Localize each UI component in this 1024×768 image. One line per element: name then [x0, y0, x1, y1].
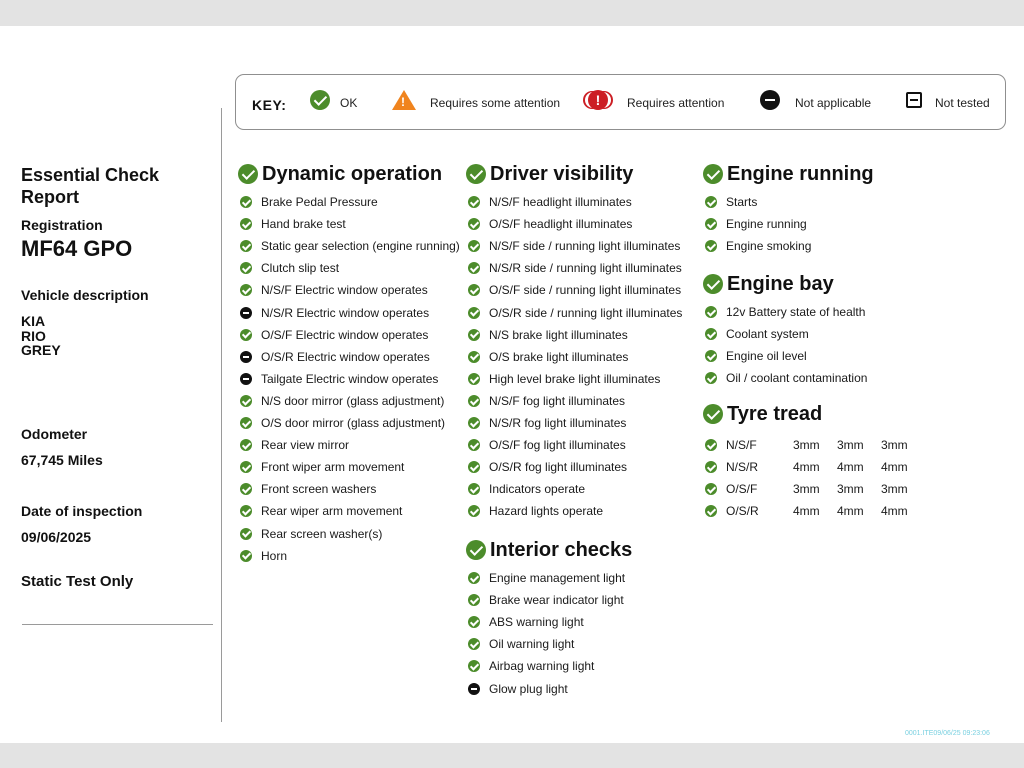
- check-item: [468, 327, 628, 343]
- tyre-row: [705, 437, 925, 453]
- check-item-label: N/S/F side / running light illuminates: [489, 239, 681, 254]
- tyre-tread-depth: 4mm: [881, 460, 908, 475]
- check-circle-icon: [238, 164, 258, 184]
- check-item: [468, 481, 585, 497]
- check-item: [240, 282, 428, 298]
- check-item-label: O/S/R fog light illuminates: [489, 460, 628, 475]
- tyre-tread-depth: 3mm: [793, 438, 820, 452]
- check-circle-icon: [240, 505, 252, 517]
- check-item-label: Coolant system: [726, 327, 809, 342]
- check-item-label: O/S/R Electric window operates: [261, 349, 430, 364]
- check-item: [468, 636, 574, 652]
- tyre-position: O/S/F: [726, 482, 758, 497]
- check-item-label: Front wiper arm movement: [261, 460, 405, 475]
- check-item: [240, 437, 349, 453]
- check-circle-icon: [240, 439, 252, 451]
- check-circle-icon: [703, 164, 723, 184]
- check-circle-icon: [468, 240, 480, 252]
- tyre-row: [705, 481, 925, 497]
- check-circle-icon: [468, 196, 480, 208]
- section-heading: [238, 162, 442, 186]
- check-circle-icon: [705, 483, 717, 495]
- check-circle-icon: [240, 550, 252, 562]
- alert-circle-icon: !: [588, 90, 608, 110]
- check-item-label: Brake Pedal Pressure: [261, 195, 378, 209]
- tyre-position: N/S/F: [726, 438, 757, 452]
- check-circle-icon: [468, 262, 480, 274]
- check-item: [468, 658, 594, 674]
- check-circle-icon: [705, 240, 717, 252]
- check-item: [240, 393, 444, 409]
- check-circle-icon: [705, 461, 717, 473]
- check-item-label: Oil warning light: [489, 637, 575, 652]
- check-circle-icon: [240, 528, 252, 540]
- vehicle-colour: GREY: [21, 342, 61, 358]
- tyre-tread-depth: 3mm: [793, 482, 820, 497]
- check-item: [240, 216, 346, 232]
- check-item-label: N/S/F fog light illuminates: [489, 393, 626, 408]
- check-circle-icon: [468, 594, 480, 606]
- key-item-ok: [310, 75, 357, 131]
- check-item-label: Engine oil level: [726, 349, 807, 364]
- check-item-label: N/S/F Electric window operates: [261, 283, 428, 298]
- check-circle-icon: [705, 328, 717, 340]
- check-circle-icon: [240, 240, 252, 252]
- tyre-tread-depth: 4mm: [837, 460, 864, 475]
- check-item: [705, 194, 757, 210]
- key-item-some-attention: [392, 75, 560, 131]
- check-item: [240, 371, 438, 387]
- registration-value: MF64 GPO: [21, 236, 133, 261]
- minus-circle-icon: [760, 90, 780, 110]
- key-item-label: Requires some attention: [430, 96, 561, 110]
- check-item-label: Airbag warning light: [489, 659, 595, 674]
- check-circle-icon: [466, 540, 486, 560]
- check-item-label: O/S/F fog light illuminates: [489, 438, 626, 453]
- footer-stamp: 0001.ITE09/06/25 09:23:06: [905, 730, 990, 737]
- tyre-row: [705, 459, 925, 475]
- check-circle-icon: [240, 262, 252, 274]
- check-item-label: O/S/F side / running light illuminates: [489, 283, 682, 298]
- check-item-label: 12v Battery state of health: [726, 305, 866, 319]
- check-item-label: Tailgate Electric window operates: [261, 371, 439, 386]
- minus-circle-icon: [468, 683, 480, 695]
- tyre-tread-depth: 4mm: [793, 460, 820, 475]
- key-item-label: Not tested: [935, 96, 990, 110]
- check-circle-icon: [468, 638, 480, 650]
- check-item: [240, 305, 429, 321]
- check-circle-icon: [468, 284, 480, 296]
- check-circle-icon: [468, 461, 480, 473]
- check-item: [705, 238, 811, 254]
- vehicle-model: RIO: [21, 327, 46, 344]
- check-item: [468, 305, 682, 321]
- check-item-label: Glow plug light: [489, 681, 568, 696]
- vertical-divider: [221, 108, 222, 722]
- check-circle-icon: [468, 417, 480, 429]
- check-item: [468, 216, 632, 232]
- inspection-date-value: 09/06/2025: [21, 529, 92, 545]
- key-item-label: Requires attention: [627, 96, 725, 110]
- check-circle-icon: [705, 350, 717, 362]
- section-title: Tyre tread: [727, 402, 823, 425]
- check-item-label: O/S/R side / running light illuminates: [489, 305, 683, 320]
- check-item: [705, 326, 809, 342]
- check-item-label: Hazard lights operate: [489, 504, 604, 519]
- section-title: Dynamic operation: [262, 162, 443, 185]
- minus-circle-icon: [240, 351, 252, 363]
- check-circle-icon: [468, 505, 480, 517]
- tyre-position: O/S/R: [726, 504, 759, 519]
- check-circle-icon: [468, 395, 480, 407]
- check-item: [240, 260, 339, 276]
- check-item: [240, 548, 287, 564]
- horizontal-divider: [22, 624, 213, 625]
- check-item-label: Horn: [261, 548, 288, 563]
- check-item-label: Front screen washers: [261, 482, 377, 497]
- check-item: [240, 481, 376, 497]
- tyre-position: N/S/R: [726, 460, 759, 475]
- check-item-label: N/S/R Electric window operates: [261, 305, 430, 320]
- check-item: [468, 503, 603, 519]
- test-type: Static Test Only: [21, 573, 134, 590]
- check-item: [468, 371, 660, 387]
- check-item-label: Engine smoking: [726, 239, 812, 254]
- check-circle-icon: [468, 307, 480, 319]
- check-circle-icon: [240, 483, 252, 495]
- check-item-label: ABS warning light: [489, 615, 584, 630]
- tyre-tread-depth: 3mm: [837, 482, 864, 497]
- odometer-value: 67,745 Miles: [21, 452, 103, 468]
- check-item: [705, 348, 807, 364]
- check-item-label: N/S door mirror (glass adjustment): [261, 393, 445, 408]
- check-circle-icon: [705, 196, 717, 208]
- check-item-label: Brake wear indicator light: [489, 593, 624, 608]
- registration-label: Registration: [21, 217, 103, 233]
- odometer-label: Odometer: [21, 426, 88, 442]
- check-circle-icon: [240, 329, 252, 341]
- section-title: Driver visibility: [490, 162, 634, 185]
- check-item: [705, 304, 865, 320]
- tyre-row: [705, 503, 925, 519]
- tyre-tread-heading: [703, 402, 822, 426]
- check-item: [240, 503, 402, 519]
- check-circle-icon: [468, 483, 480, 495]
- check-item-label: Rear screen washer(s): [261, 526, 383, 541]
- check-circle-icon: [468, 373, 480, 385]
- vehicle-description-label: Vehicle description: [21, 287, 149, 303]
- check-circle-icon: [705, 439, 717, 451]
- check-item: [468, 592, 624, 608]
- check-item: [468, 437, 626, 453]
- tyre-tread-depth: 3mm: [837, 438, 864, 452]
- key-item-label: Not applicable: [795, 96, 872, 110]
- section-heading: [703, 272, 834, 296]
- check-item: [240, 459, 404, 475]
- check-circle-icon: [468, 439, 480, 451]
- check-item: [240, 194, 378, 210]
- check-item-label: Oil / coolant contamination: [726, 371, 868, 386]
- check-item: [468, 260, 682, 276]
- check-circle-icon: [705, 306, 717, 318]
- check-item: [468, 349, 628, 365]
- check-item-label: Indicators operate: [489, 482, 586, 497]
- tyre-tread-depth: 4mm: [881, 504, 908, 519]
- check-item: [240, 327, 428, 343]
- check-circle-icon: [705, 505, 717, 517]
- check-circle-icon: [705, 218, 717, 230]
- check-item: [240, 238, 460, 254]
- check-item: [468, 282, 681, 298]
- check-item-label: Rear view mirror: [261, 438, 350, 453]
- check-item-label: N/S/R fog light illuminates: [489, 416, 627, 430]
- section-heading: [703, 162, 874, 186]
- report-title: Essential Check Report: [21, 165, 160, 207]
- check-item: [468, 570, 625, 586]
- key-item-not-tested: [906, 75, 990, 131]
- check-circle-icon: [468, 218, 480, 230]
- check-item-label: Hand brake test: [261, 217, 346, 232]
- check-item: [468, 614, 584, 630]
- check-item: [240, 526, 382, 542]
- check-circle-icon: [240, 196, 252, 208]
- section-heading: [466, 162, 633, 186]
- check-circle-icon: [468, 616, 480, 628]
- key-item-label: OK: [340, 96, 358, 110]
- check-item: [705, 216, 807, 232]
- check-item-label: N/S/R side / running light illuminates: [489, 261, 682, 276]
- check-item-label: Engine management light: [489, 571, 626, 585]
- check-circle-icon: [703, 274, 723, 294]
- check-item-label: Rear wiper arm movement: [261, 504, 403, 519]
- check-item: [468, 393, 625, 409]
- check-item-label: High level brake light illuminates: [489, 371, 661, 386]
- section-title: Engine bay: [727, 272, 834, 295]
- section-title: Engine running: [727, 162, 874, 185]
- key-label: KEY:: [252, 97, 287, 113]
- check-circle-icon: [240, 284, 252, 296]
- key-legend: [235, 74, 1006, 130]
- vehicle-description: [21, 314, 61, 358]
- check-item: [468, 238, 680, 254]
- check-item-label: O/S/F headlight illuminates: [489, 217, 633, 232]
- tyre-tread-depth: 4mm: [837, 504, 864, 519]
- check-circle-icon: [310, 90, 330, 110]
- check-item-label: N/S/F headlight illuminates: [489, 195, 632, 209]
- check-circle-icon: [468, 572, 480, 584]
- check-item-label: Starts: [726, 195, 758, 209]
- section-heading: [466, 538, 632, 562]
- check-circle-icon: [240, 461, 252, 473]
- tyre-tread-depth: 3mm: [881, 438, 908, 452]
- check-item: [240, 415, 445, 431]
- tyre-tread-depth: 3mm: [881, 482, 908, 497]
- check-item: [468, 681, 568, 697]
- minus-square-icon: [906, 92, 922, 108]
- check-item-label: O/S door mirror (glass adjustment): [261, 416, 446, 430]
- check-item: [468, 415, 626, 431]
- inspection-date-label: Date of inspection: [21, 503, 143, 519]
- check-circle-icon: [703, 404, 723, 424]
- check-item-label: O/S brake light illuminates: [489, 349, 629, 364]
- check-circle-icon: [240, 218, 252, 230]
- check-circle-icon: [468, 329, 480, 341]
- key-item-not-applicable: [760, 75, 871, 131]
- vehicle-make: KIA: [21, 313, 46, 329]
- check-item-label: Engine running: [726, 217, 807, 232]
- check-circle-icon: [240, 417, 252, 429]
- check-item: [468, 459, 627, 475]
- check-circle-icon: [240, 395, 252, 407]
- check-item: [468, 194, 632, 210]
- minus-circle-icon: [240, 307, 252, 319]
- check-circle-icon: [705, 372, 717, 384]
- check-item-label: O/S/F Electric window operates: [261, 327, 429, 342]
- check-item: [240, 349, 430, 365]
- check-circle-icon: [466, 164, 486, 184]
- check-circle-icon: [468, 351, 480, 363]
- check-circle-icon: [468, 660, 480, 672]
- check-item: [705, 370, 867, 386]
- minus-circle-icon: [240, 373, 252, 385]
- key-item-attention: [588, 75, 724, 131]
- warning-triangle-icon: [392, 90, 416, 110]
- check-item-label: N/S brake light illuminates: [489, 327, 628, 342]
- section-title: Interior checks: [490, 538, 633, 561]
- tyre-tread-depth: 4mm: [793, 504, 820, 519]
- check-item-label: Static gear selection (engine running): [261, 239, 460, 254]
- check-item-label: Clutch slip test: [261, 261, 340, 276]
